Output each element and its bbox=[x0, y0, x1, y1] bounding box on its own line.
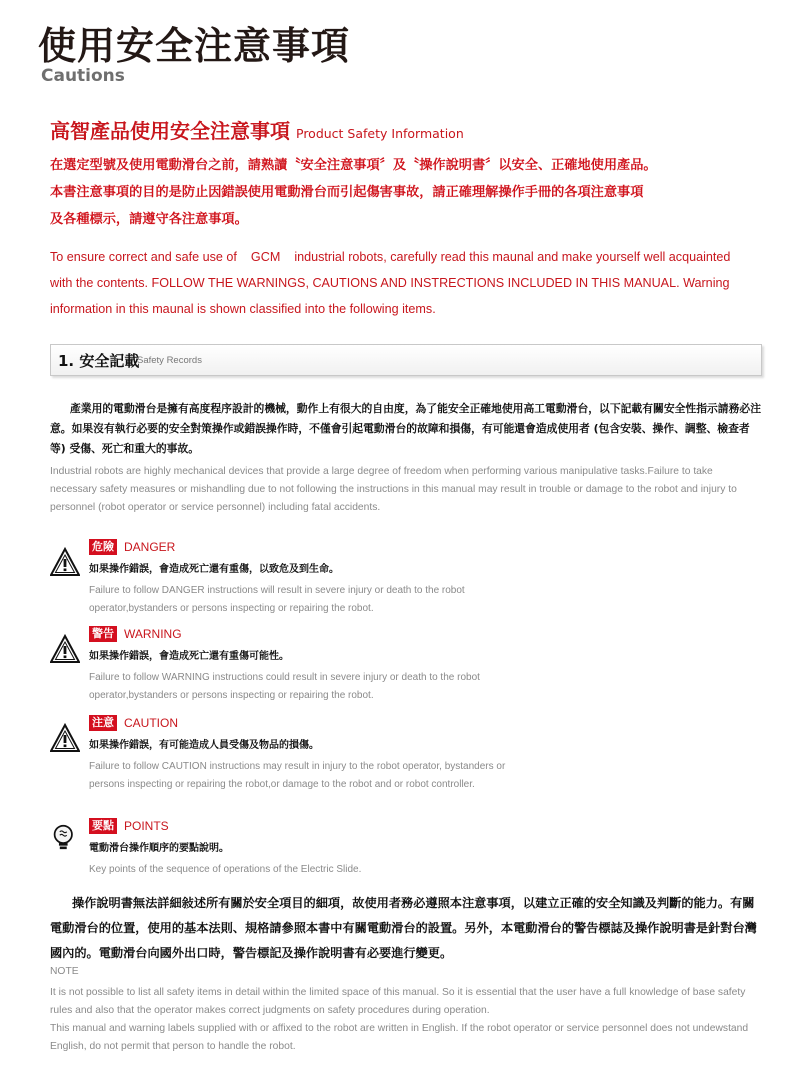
section-title-en: Product Safety Information bbox=[296, 126, 464, 141]
warning-text-zh: 如果操作錯誤，會造成死亡還有重傷可能性。 bbox=[89, 651, 289, 662]
lightbulb-icon bbox=[52, 822, 78, 852]
warning-triangle-icon bbox=[50, 547, 80, 577]
intro-zh-line: 本書注意事項的目的是防止因錯誤使用電動滑台而引起傷害事故，請正確理解操作手冊的各項注意事項 bbox=[50, 185, 644, 200]
intro-zh-line: 在選定型號及使用電動滑台之前，請熟讀〝安全注意事項〞及〝操作說明書〞以安全、正確地使用產品。 bbox=[50, 158, 657, 173]
page-title: 使用安全注意事項 bbox=[38, 24, 351, 68]
warning-label: WARNING bbox=[124, 627, 182, 641]
warning-text-en: Failure to follow WARNING instructions could result in severe injury or death to the robot operator,bystanders or persons inspecting or repairing the robot. bbox=[89, 672, 480, 701]
safety-records-paragraph-zh: 產業用的電動滑台是擁有高度程序設計的機械，動作上有很大的自由度，為了能安全正確地使用高工電動滑台，以下記載有關安全性指示請務必注意。如果沒有執行必要的安全對策操作或錯誤操作時，不僅會引起電動滑台的故障和損傷，有可能還會造成使用者 (包含安裝、操作、調整、檢查者等) 受傷、死亡和重大的事故。 bbox=[50, 402, 761, 455]
danger-text-zh: 如果操作錯誤，會造成死亡還有重傷，以致危及到生命。 bbox=[89, 564, 339, 575]
intro-en-part1: To ensure correct and safe use of bbox=[50, 250, 237, 264]
points-text-zh: 電動滑台操作順序的要點說明。 bbox=[89, 843, 229, 854]
caution-text-zh: 如果操作錯誤，有可能造成人員受傷及物品的損傷。 bbox=[89, 740, 319, 751]
points-text-en: Key points of the sequence of operations of the Electric Slide. bbox=[89, 864, 362, 875]
caution-label: CAUTION bbox=[124, 716, 178, 730]
note-label: NOTE bbox=[50, 966, 79, 977]
note-paragraph-2: This manual and warning labels supplied with or affixed to the robot are written in English. If the robot operator or service personnel does not undewstand English, do not permit that person to handle the robot. bbox=[50, 1023, 749, 1052]
caution-badge: 注意 bbox=[89, 715, 117, 731]
caution-text-en: Failure to follow CAUTION instructions may result in injury to the robot operator, bystanders or persons inspecting or repairing the robot,or damage to the robot and or robot controller. bbox=[89, 761, 506, 790]
danger-label: DANGER bbox=[124, 540, 176, 554]
safety-records-paragraph-en: Industrial robots are highly mechanical devices that provide a large degree of freedom when performing various manipulative tasks.Failure to take necessary safety measures or mishandling due to not following the instructions in this manual may result in trouble or damage to the robot and injury to personnel (robot operator or service personnel) including fatal accidents. bbox=[50, 466, 737, 513]
brand-name: GCM bbox=[250, 250, 281, 264]
points-label: POINTS bbox=[124, 819, 169, 833]
intro-zh bbox=[50, 152, 770, 233]
safety-records-title-en: Safety Records bbox=[137, 355, 202, 366]
intro-en-line: information in this maunal is shown classified into the following items. bbox=[50, 302, 436, 316]
warning-triangle-icon bbox=[50, 634, 80, 664]
intro-en-line bbox=[50, 244, 770, 270]
intro-zh-line: 及各種標示，請遵守各注意事項。 bbox=[50, 212, 248, 227]
points-badge: 要點 bbox=[89, 818, 117, 834]
safety-records-header bbox=[50, 344, 762, 376]
warning-badge: 警告 bbox=[89, 626, 117, 642]
page-subtitle: Cautions bbox=[41, 66, 125, 86]
section-title bbox=[50, 118, 464, 147]
note-paragraph-1: It is not possible to list all safety items in detail within the limited space of this manual. So it is essential that the user have a full knowledge of base safety rules and also that the operator makes correct judgments on safety procedures during operation. bbox=[50, 987, 746, 1016]
closing-paragraph-zh: 操作說明書無法詳細敍述所有關於安全項目的細項，故使用者務必遵照本注意事項，以建立正確的安全知識及判斷的能力。有關電動滑台的位置，使用的基本法則、規格請參照本書中有關電動滑台的設置。另外，本電動滑台的警告標誌及操作說明書是針對台灣國內的。電動滑台向國外出口時，警告標記及操作說明書有必要進行變更。 bbox=[50, 896, 757, 960]
safety-records-title-zh: 1. 安全記載 bbox=[58, 352, 140, 370]
danger-badge: 危險 bbox=[89, 539, 117, 555]
danger-text-en: Failure to follow DANGER instructions will result in severe injury or death to the robot operator,bystanders or persons inspecting or repairing the robot. bbox=[89, 585, 465, 614]
section-title-zh: 高智產品使用安全注意事項 bbox=[50, 119, 290, 143]
warning-triangle-icon bbox=[50, 723, 80, 753]
intro-en bbox=[50, 244, 770, 322]
intro-en-part2: industrial robots, carefully read this maunal and make yourself well acquainted bbox=[294, 250, 731, 264]
intro-en-line: with the contents. FOLLOW THE WARNINGS, CAUTIONS AND INSTRECTIONS INCLUDED IN THIS MANUAL. Warning bbox=[50, 276, 730, 290]
